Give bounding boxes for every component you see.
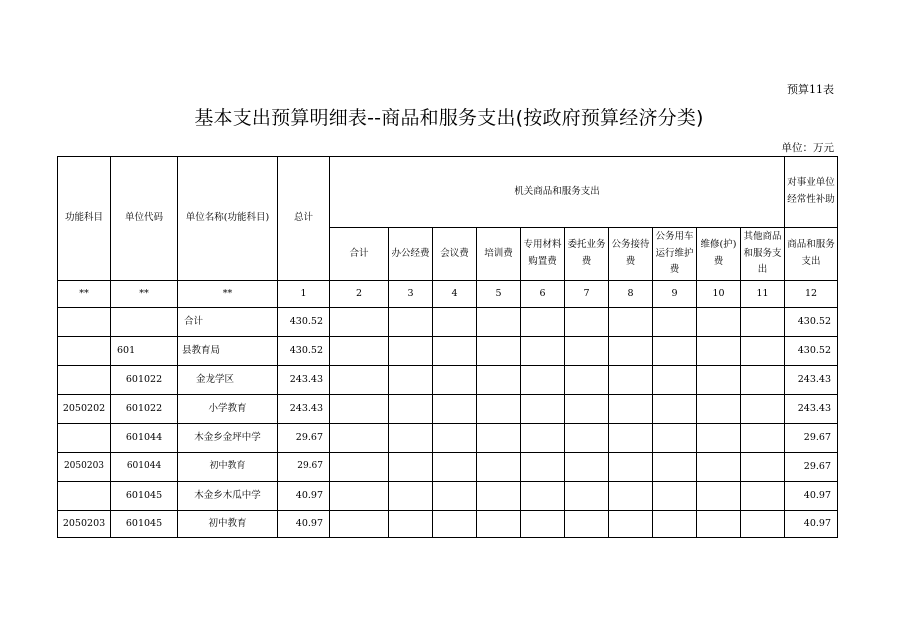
col-vehicle: 公务用车运行维护费 xyxy=(653,228,697,281)
col-material: 专用材料购置费 xyxy=(521,228,565,281)
total-cell: 243.43 xyxy=(278,395,330,424)
index-cell: 5 xyxy=(477,281,521,308)
index-cell: ** xyxy=(178,281,278,308)
col-unit-code: 单位代码 xyxy=(111,157,178,281)
col-group-org: 机关商品和服务支出 xyxy=(330,157,785,228)
col-office: 办公经费 xyxy=(389,228,433,281)
col-group-subsidy: 对事业单位经常性补助 xyxy=(785,157,838,228)
func-subject-cell: 2050203 xyxy=(58,511,111,538)
unit-code-cell: 601045 xyxy=(111,511,178,538)
subsidy-cell: 243.43 xyxy=(785,366,838,395)
unit-name-cell: 金龙学区 xyxy=(178,366,278,395)
col-commission: 委托业务费 xyxy=(565,228,609,281)
unit-name-cell: 木金乡木瓜中学 xyxy=(178,482,278,511)
budget-table xyxy=(57,156,838,538)
unit-name-cell: 县教育局 xyxy=(178,337,278,366)
table-row xyxy=(58,308,838,337)
col-total: 总计 xyxy=(278,157,330,281)
unit-code-cell: 601044 xyxy=(111,453,178,482)
index-cell: 11 xyxy=(741,281,785,308)
subsidy-cell: 430.52 xyxy=(785,337,838,366)
table-row xyxy=(58,424,838,453)
index-row xyxy=(58,281,838,308)
index-cell: 8 xyxy=(609,281,653,308)
index-cell: 6 xyxy=(521,281,565,308)
subsidy-cell: 40.97 xyxy=(785,482,838,511)
table-row xyxy=(58,453,838,482)
total-cell: 430.52 xyxy=(278,337,330,366)
col-func-subject: 功能科目 xyxy=(58,157,111,281)
index-cell: 3 xyxy=(389,281,433,308)
subsidy-cell: 243.43 xyxy=(785,395,838,424)
unit-code-cell: 601045 xyxy=(111,482,178,511)
table-row xyxy=(58,366,838,395)
col-repair: 维修(护)费 xyxy=(697,228,741,281)
func-subject-cell xyxy=(58,424,111,453)
total-cell: 243.43 xyxy=(278,366,330,395)
table-row xyxy=(58,482,838,511)
header-row-1 xyxy=(58,157,838,228)
unit-code-cell: 601022 xyxy=(111,395,178,424)
unit-code-cell xyxy=(111,308,178,337)
unit-code-cell: 601022 xyxy=(111,366,178,395)
total-cell: 40.97 xyxy=(278,511,330,538)
col-training: 培训费 xyxy=(477,228,521,281)
col-unit-name: 单位名称(功能科目) xyxy=(178,157,278,281)
col-sum: 合计 xyxy=(330,228,389,281)
subsidy-cell: 40.97 xyxy=(785,511,838,538)
index-cell: 7 xyxy=(565,281,609,308)
func-subject-cell: 2050202 xyxy=(58,395,111,424)
form-number: 预算11表 xyxy=(787,83,834,96)
func-subject-cell: 2050203 xyxy=(58,453,111,482)
page-title: 基本支出预算明细表--商品和服务支出(按政府预算经济分类) xyxy=(194,107,704,129)
unit-label: 单位：万元 xyxy=(781,142,834,154)
index-cell: 9 xyxy=(653,281,697,308)
index-cell: 12 xyxy=(785,281,838,308)
col-other: 其他商品和服务支出 xyxy=(741,228,785,281)
subsidy-cell: 430.52 xyxy=(785,308,838,337)
total-cell: 430.52 xyxy=(278,308,330,337)
unit-name-cell: 木金乡金坪中学 xyxy=(178,424,278,453)
table-row xyxy=(58,511,838,538)
func-subject-cell xyxy=(58,308,111,337)
subsidy-cell: 29.67 xyxy=(785,424,838,453)
index-cell: ** xyxy=(58,281,111,308)
unit-code-cell: 601 xyxy=(111,337,178,366)
index-cell: 4 xyxy=(433,281,477,308)
unit-code-cell: 601044 xyxy=(111,424,178,453)
index-cell: 2 xyxy=(330,281,389,308)
index-cell: 10 xyxy=(697,281,741,308)
unit-name-cell: 初中教育 xyxy=(178,453,278,482)
table-row xyxy=(58,395,838,424)
total-cell: 40.97 xyxy=(278,482,330,511)
unit-name-cell: 初中教育 xyxy=(178,511,278,538)
col-subsidy-goods: 商品和服务支出 xyxy=(785,228,838,281)
total-cell: 29.67 xyxy=(278,424,330,453)
func-subject-cell xyxy=(58,482,111,511)
index-cell: ** xyxy=(111,281,178,308)
index-cell: 1 xyxy=(278,281,330,308)
unit-name-cell: 合计 xyxy=(178,308,278,337)
func-subject-cell xyxy=(58,337,111,366)
col-reception: 公务接待费 xyxy=(609,228,653,281)
subsidy-cell: 29.67 xyxy=(785,453,838,482)
table-row xyxy=(58,337,838,366)
func-subject-cell xyxy=(58,366,111,395)
col-meeting: 会议费 xyxy=(433,228,477,281)
total-cell: 29.67 xyxy=(278,453,330,482)
unit-name-cell: 小学教育 xyxy=(178,395,278,424)
